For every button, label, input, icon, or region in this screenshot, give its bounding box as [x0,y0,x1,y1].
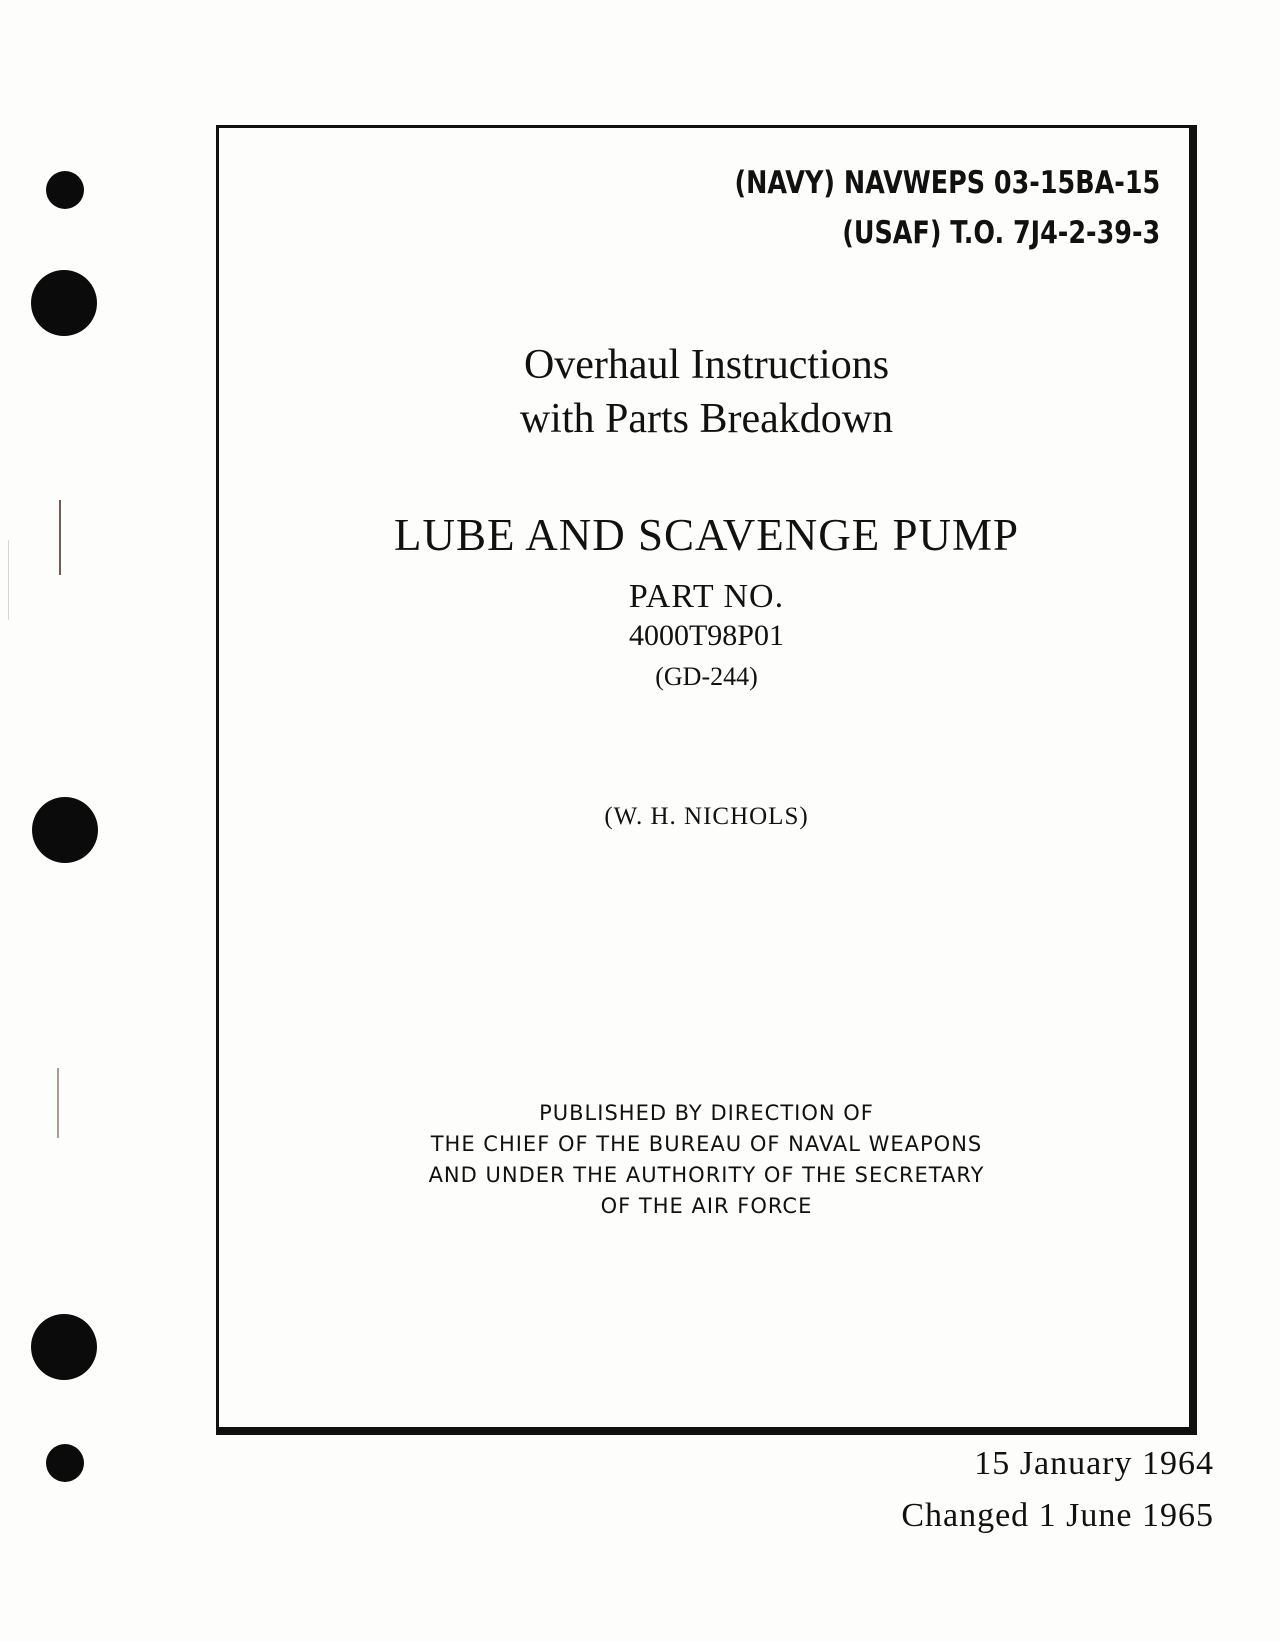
title-line: with Parts Breakdown [519,396,894,442]
navy-designator: (NAVY) NAVWEPS 03-15BA-15 [734,165,1160,201]
publication-authority [216,1098,1197,1222]
authority-line: THE CHIEF OF THE BUREAU OF NAVAL WEAPONS [430,1132,983,1156]
binder-hole [32,797,98,863]
authority-line: OF THE AIR FORCE [600,1194,813,1218]
cover-frame [216,125,1197,1435]
binder-hole [31,270,97,336]
publication-dates [901,1438,1214,1542]
issue-date: 15 January 1964 [974,1445,1214,1482]
manufacturer: (W. H. NICHOLS) [604,803,809,830]
binder-hole [31,1314,97,1380]
scan-mark [59,500,61,575]
change-date: Changed 1 June 1965 [901,1497,1214,1534]
publication-designators [734,158,1160,258]
scan-mark [57,1068,59,1138]
document-title [216,338,1197,446]
part-number-label: PART NO. [628,578,785,615]
usaf-designator: (USAF) T.O. 7J4-2-39-3 [841,215,1160,251]
binder-hole [46,171,84,209]
title-line: Overhaul Instructions [523,342,890,388]
authority-line: AND UNDER THE AUTHORITY OF THE SECRETARY [428,1163,985,1187]
authority-line: PUBLISHED BY DIRECTION OF [539,1101,874,1125]
part-number: 4000T98P01 [628,619,784,652]
scan-mark [8,540,9,620]
gd-code: (GD-244) [655,662,758,691]
binder-hole [46,1444,84,1482]
subject-heading: LUBE AND SCAVENGE PUMP [393,510,1020,560]
